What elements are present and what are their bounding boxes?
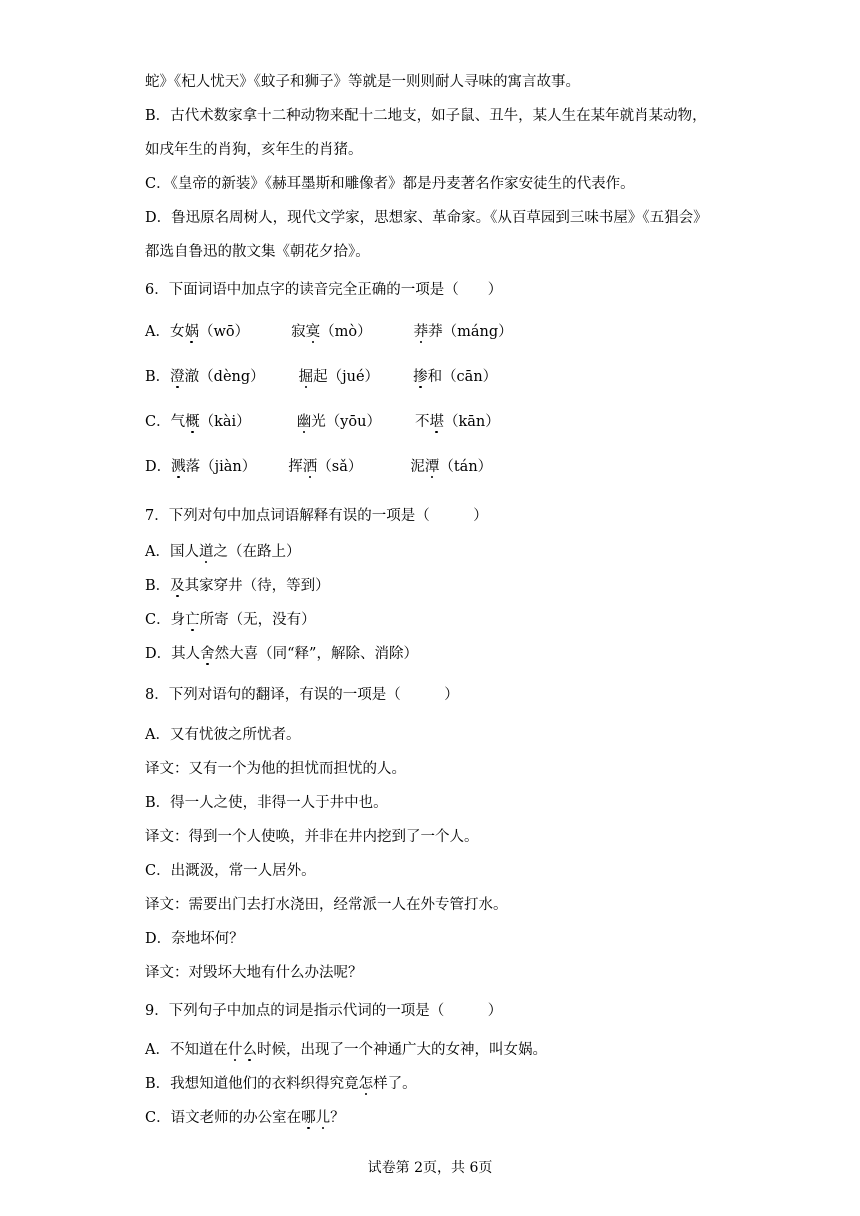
text-span: ？ <box>330 1110 345 1126</box>
text-span: （máng） <box>442 324 513 340</box>
dotted-char: 及 <box>170 578 185 594</box>
text-span: （wō） <box>198 324 250 340</box>
dotted-char: 么 <box>242 1042 257 1058</box>
text-span: （dèng） <box>199 369 265 385</box>
dotted-char: 堪 <box>429 414 444 430</box>
q8-option-b: B．得一人之使，非得一人于井中也。 <box>145 795 388 811</box>
q5-option-b: B．古代术数家拿十二种动物来配十二地支，如子鼠、丑牛，某人生在某年就肖某动物， <box>145 108 707 124</box>
dotted-char: 概 <box>185 414 200 430</box>
q5-option-d: D．鲁迅原名周树人，现代文学家，思想家、革命家。《从百草园到三味书屋》《五猖会》 <box>145 210 708 226</box>
text-span: 时候，出现了一个神通广大的女神，叫女娲。 <box>256 1042 547 1058</box>
text-span: 样了。 <box>373 1076 417 1092</box>
q8-option-d: D．奈地坏何？ <box>145 931 244 947</box>
dotted-char: 澄 <box>170 369 185 385</box>
dotted-char: 莽 <box>413 324 429 340</box>
q7-option-d <box>145 644 825 664</box>
text-span: C． <box>145 414 171 430</box>
text-span: B． <box>145 369 171 385</box>
q8-translation-b: 译文：得到一个人使唤，并非在井内挖到了一个人。 <box>145 829 479 845</box>
dotted-word <box>228 1042 257 1058</box>
q9-option-a <box>145 1040 825 1060</box>
q5-text-line: 蛇》《杞人忧天》《蚊子和狮子》等就是一则则耐人寻味的寓言故事。 <box>145 74 580 90</box>
text-span: 泥 <box>410 459 425 475</box>
text-span: C．身 <box>145 612 186 628</box>
q7-option-c <box>145 610 825 630</box>
q5-text-line: 如戌年生的肖狗，亥年生的肖猪。 <box>145 142 363 158</box>
text-span: A．不知道在 <box>145 1042 228 1058</box>
q9-option-b <box>145 1074 825 1094</box>
text-span: 气 <box>170 414 186 430</box>
text-span: 澈 <box>184 369 200 385</box>
text-span: （kān） <box>443 414 500 430</box>
text-span: B．我想知道他们的衣料织得究竟 <box>145 1076 359 1092</box>
q6-option-d <box>145 457 825 477</box>
text-span: 挥 <box>288 459 303 475</box>
text-span: （mò） <box>320 324 372 340</box>
text-span: D．其人 <box>145 646 201 662</box>
text-span: A． <box>145 324 170 340</box>
text-span: （yōu） <box>325 414 381 430</box>
q5-option-c: C．《皇帝的新装》《赫耳墨斯和雕像者》都是丹麦著名作家安徒生的代表作。 <box>145 176 635 192</box>
dotted-char: 亡 <box>185 612 200 628</box>
q8-option-a: A．又有忧彼之所忧者。 <box>145 727 301 743</box>
dotted-char: 溅 <box>171 459 186 475</box>
q6-option-b <box>145 367 825 387</box>
text-span: 之（在路上） <box>213 544 301 560</box>
text-span: 其家穿井（待，等到） <box>184 578 330 594</box>
q7-stem: 7．下列对句中加点词语解释有误的一项是（ ） <box>145 508 488 524</box>
text-span: （jué） <box>327 369 380 385</box>
text-span: 不 <box>414 414 430 430</box>
dotted-word <box>301 1110 330 1126</box>
q7-option-b <box>145 576 825 596</box>
text-span: 落 <box>185 459 201 475</box>
q8-translation-a: 译文：又有一个为他的担忧而担忧的人。 <box>145 761 406 777</box>
dotted-char: 寞 <box>305 324 321 340</box>
text-span: C．语文老师的办公室在 <box>145 1110 302 1126</box>
text-span: D． <box>145 459 172 475</box>
text-span: A．国人 <box>145 544 199 560</box>
q8-option-c: C．出溉汲，常一人居外。 <box>145 863 316 879</box>
dotted-char: 哪 <box>301 1110 316 1126</box>
text-span: 寂 <box>291 324 306 340</box>
text-span: （tán） <box>439 459 493 475</box>
q8-translation-c: 译文：需要出门去打水浇田，经常派一人在外专管打水。 <box>145 897 508 913</box>
dotted-char: 怎 <box>358 1076 374 1092</box>
dotted-char: 幽 <box>296 414 312 430</box>
page-footer: 试卷第 2页，共 6页 <box>367 1160 493 1176</box>
dotted-char: 什 <box>227 1042 243 1058</box>
q6-stem: 6．下面词语中加点字的读音完全正确的一项是（ ） <box>145 282 503 298</box>
text-span: （kài） <box>199 414 251 430</box>
dotted-char: 儿 <box>315 1110 331 1126</box>
dotted-char: 舍 <box>200 646 215 662</box>
q9-option-c <box>145 1108 825 1128</box>
q6-option-c <box>145 412 825 432</box>
dotted-char: 潭 <box>424 459 440 475</box>
text-span: 光 <box>311 414 326 430</box>
q5-text-line: 都选自鲁迅的散文集《朝花夕拾》。 <box>145 244 370 260</box>
q7-option-a <box>145 542 825 562</box>
text-span: 然大喜（同“释”，解除、消除） <box>214 646 418 662</box>
dotted-char: 掘 <box>298 369 314 385</box>
q8-stem: 8．下列对语句的翻译，有误的一项是（ ） <box>145 687 459 703</box>
dotted-char: 道 <box>198 544 214 560</box>
dotted-char: 洒 <box>302 459 318 475</box>
dotted-char: 掺 <box>413 369 428 385</box>
q9-stem: 9．下列句子中加点的词是指示代词的一项是（ ） <box>145 1003 503 1019</box>
text-span: B． <box>145 578 171 594</box>
text-span: （sǎ） <box>317 459 363 475</box>
text-span: 和 <box>427 369 443 385</box>
text-span: 女 <box>169 324 185 340</box>
text-span: 莽 <box>428 324 443 340</box>
q6-option-a <box>145 322 825 342</box>
text-span: （cān） <box>442 369 498 385</box>
text-span: （jiàn） <box>200 459 257 475</box>
text-span: 起 <box>313 369 328 385</box>
text-span: 所寄（无，没有） <box>199 612 316 628</box>
q8-translation-d: 译文：对毁坏大地有什么办法呢？ <box>145 965 363 981</box>
dotted-char: 娲 <box>184 324 199 340</box>
